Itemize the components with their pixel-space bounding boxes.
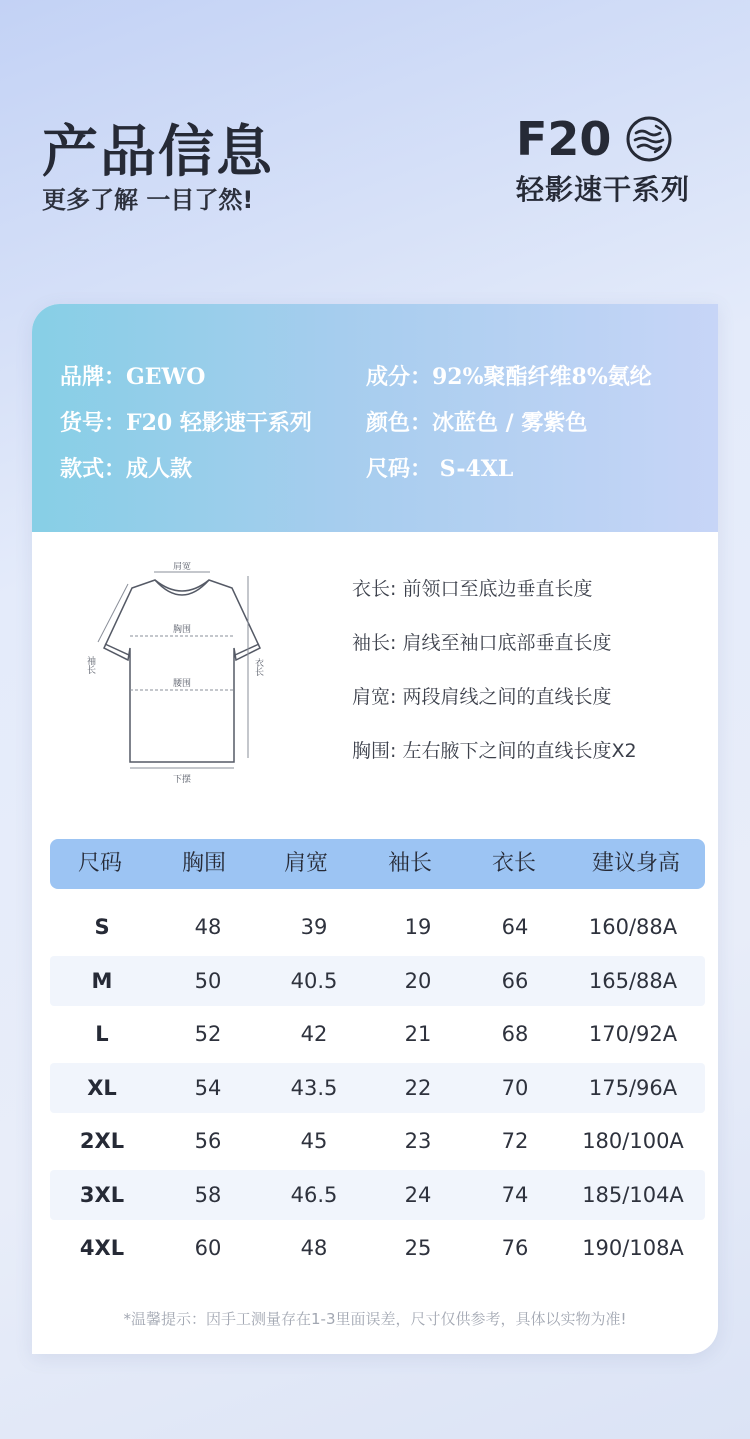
cell-chest: 50 [194, 968, 222, 993]
diagram-label-chest: 胸围 [172, 625, 192, 635]
table-row [50, 1170, 705, 1220]
table-row [50, 1063, 705, 1113]
cell-sleeve: 21 [404, 1022, 432, 1046]
cell-shoulder: 45 [300, 1129, 328, 1153]
cell-size: M [91, 968, 113, 993]
header-length: 衣长 [491, 851, 537, 876]
cell-sleeve: 23 [404, 1129, 432, 1153]
cell-chest: 56 [194, 1129, 222, 1153]
info-size: 尺码： S-4XL [366, 456, 514, 482]
info-color: 颜色：冰蓝色 / 雾紫色 [366, 410, 588, 436]
diagram-label-sleeve: 袖长 [85, 656, 95, 674]
quick-dry-wind-icon [626, 116, 672, 162]
cell-length: 74 [501, 1182, 529, 1207]
cell-chest: 52 [194, 1022, 222, 1046]
header-shoulder: 肩宽 [283, 851, 329, 876]
cell-shoulder: 43.5 [290, 1075, 338, 1100]
diagram-label-waist: 腰围 [172, 679, 192, 689]
cell-length: 76 [501, 1236, 529, 1260]
cell-sleeve: 22 [404, 1075, 432, 1100]
measurement-shoulder: 肩宽: 两段肩线之间的直线长度 [352, 686, 612, 708]
diagram-label-length: 衣长 [253, 658, 263, 676]
tshirt-diagram [82, 562, 282, 792]
cell-length: 72 [501, 1129, 529, 1153]
cell-size: L [95, 1022, 109, 1046]
cell-sleeve: 25 [404, 1236, 432, 1260]
cell-chest: 60 [194, 1236, 222, 1260]
cell-chest: 58 [194, 1182, 222, 1207]
cell-length: 66 [501, 968, 529, 993]
cell-size: S [94, 915, 110, 939]
cell-sleeve: 20 [404, 968, 432, 993]
size-table-header [50, 839, 705, 889]
cell-chest: 48 [194, 915, 222, 939]
table-row [50, 902, 705, 952]
cell-size: XL [87, 1075, 117, 1100]
info-brand: 品牌：GEWO [60, 364, 206, 390]
cell-height: 170/92A [588, 1022, 678, 1046]
table-row [50, 1223, 705, 1273]
cell-height: 175/96A [588, 1075, 678, 1100]
cell-height: 160/88A [588, 915, 678, 939]
measurement-tip: *温馨提示：因手工测量存在1-3里面误差，尺寸仅供参考，具体以实物为准! [123, 1310, 627, 1328]
header-sleeve: 袖长 [387, 851, 433, 876]
cell-height: 190/108A [582, 1236, 684, 1260]
cell-length: 70 [501, 1075, 529, 1100]
cell-length: 68 [501, 1022, 529, 1046]
cell-length: 64 [501, 915, 529, 939]
cell-chest: 54 [194, 1075, 222, 1100]
header-height: 建议身高 [591, 851, 681, 876]
measurement-sleeve: 袖长: 肩线至袖口底部垂直长度 [352, 632, 612, 654]
page-subtitle: 更多了解 一目了然! [42, 186, 254, 214]
page-title: 产品信息 [42, 120, 274, 185]
measurement-length: 衣长: 前领口至底边垂直长度 [352, 578, 593, 600]
table-row [50, 1116, 705, 1166]
cell-shoulder: 48 [300, 1236, 328, 1260]
cell-height: 165/88A [588, 968, 678, 993]
model-code: F20 [516, 112, 612, 166]
product-card [32, 304, 718, 1354]
cell-size: 4XL [79, 1236, 125, 1260]
cell-sleeve: 19 [404, 915, 432, 939]
cell-sleeve: 24 [404, 1182, 432, 1207]
measurement-chest: 胸围: 左右腋下之间的直线长度X2 [352, 740, 637, 762]
cell-height: 180/100A [582, 1129, 684, 1153]
info-material: 成分：92%聚酯纤维8%氨纶 [366, 364, 652, 390]
cell-size: 2XL [79, 1129, 125, 1153]
cell-shoulder: 39 [300, 915, 328, 939]
cell-size: 3XL [79, 1182, 125, 1207]
cell-shoulder: 40.5 [290, 968, 338, 993]
info-item-no: 货号：F20 轻影速干系列 [60, 410, 312, 436]
cell-height: 185/104A [582, 1182, 684, 1207]
diagram-label-hem: 下摆 [172, 775, 192, 785]
info-style: 款式：成人款 [60, 456, 193, 482]
series-name: 轻影速干系列 [516, 173, 691, 206]
table-row [50, 956, 705, 1006]
diagram-label-shoulder: 肩宽 [172, 562, 192, 572]
cell-shoulder: 42 [300, 1022, 328, 1046]
header-chest: 胸围 [181, 851, 227, 876]
info-panel [32, 304, 718, 532]
cell-shoulder: 46.5 [290, 1182, 338, 1207]
table-row [50, 1009, 705, 1059]
header-size: 尺码 [77, 851, 123, 876]
